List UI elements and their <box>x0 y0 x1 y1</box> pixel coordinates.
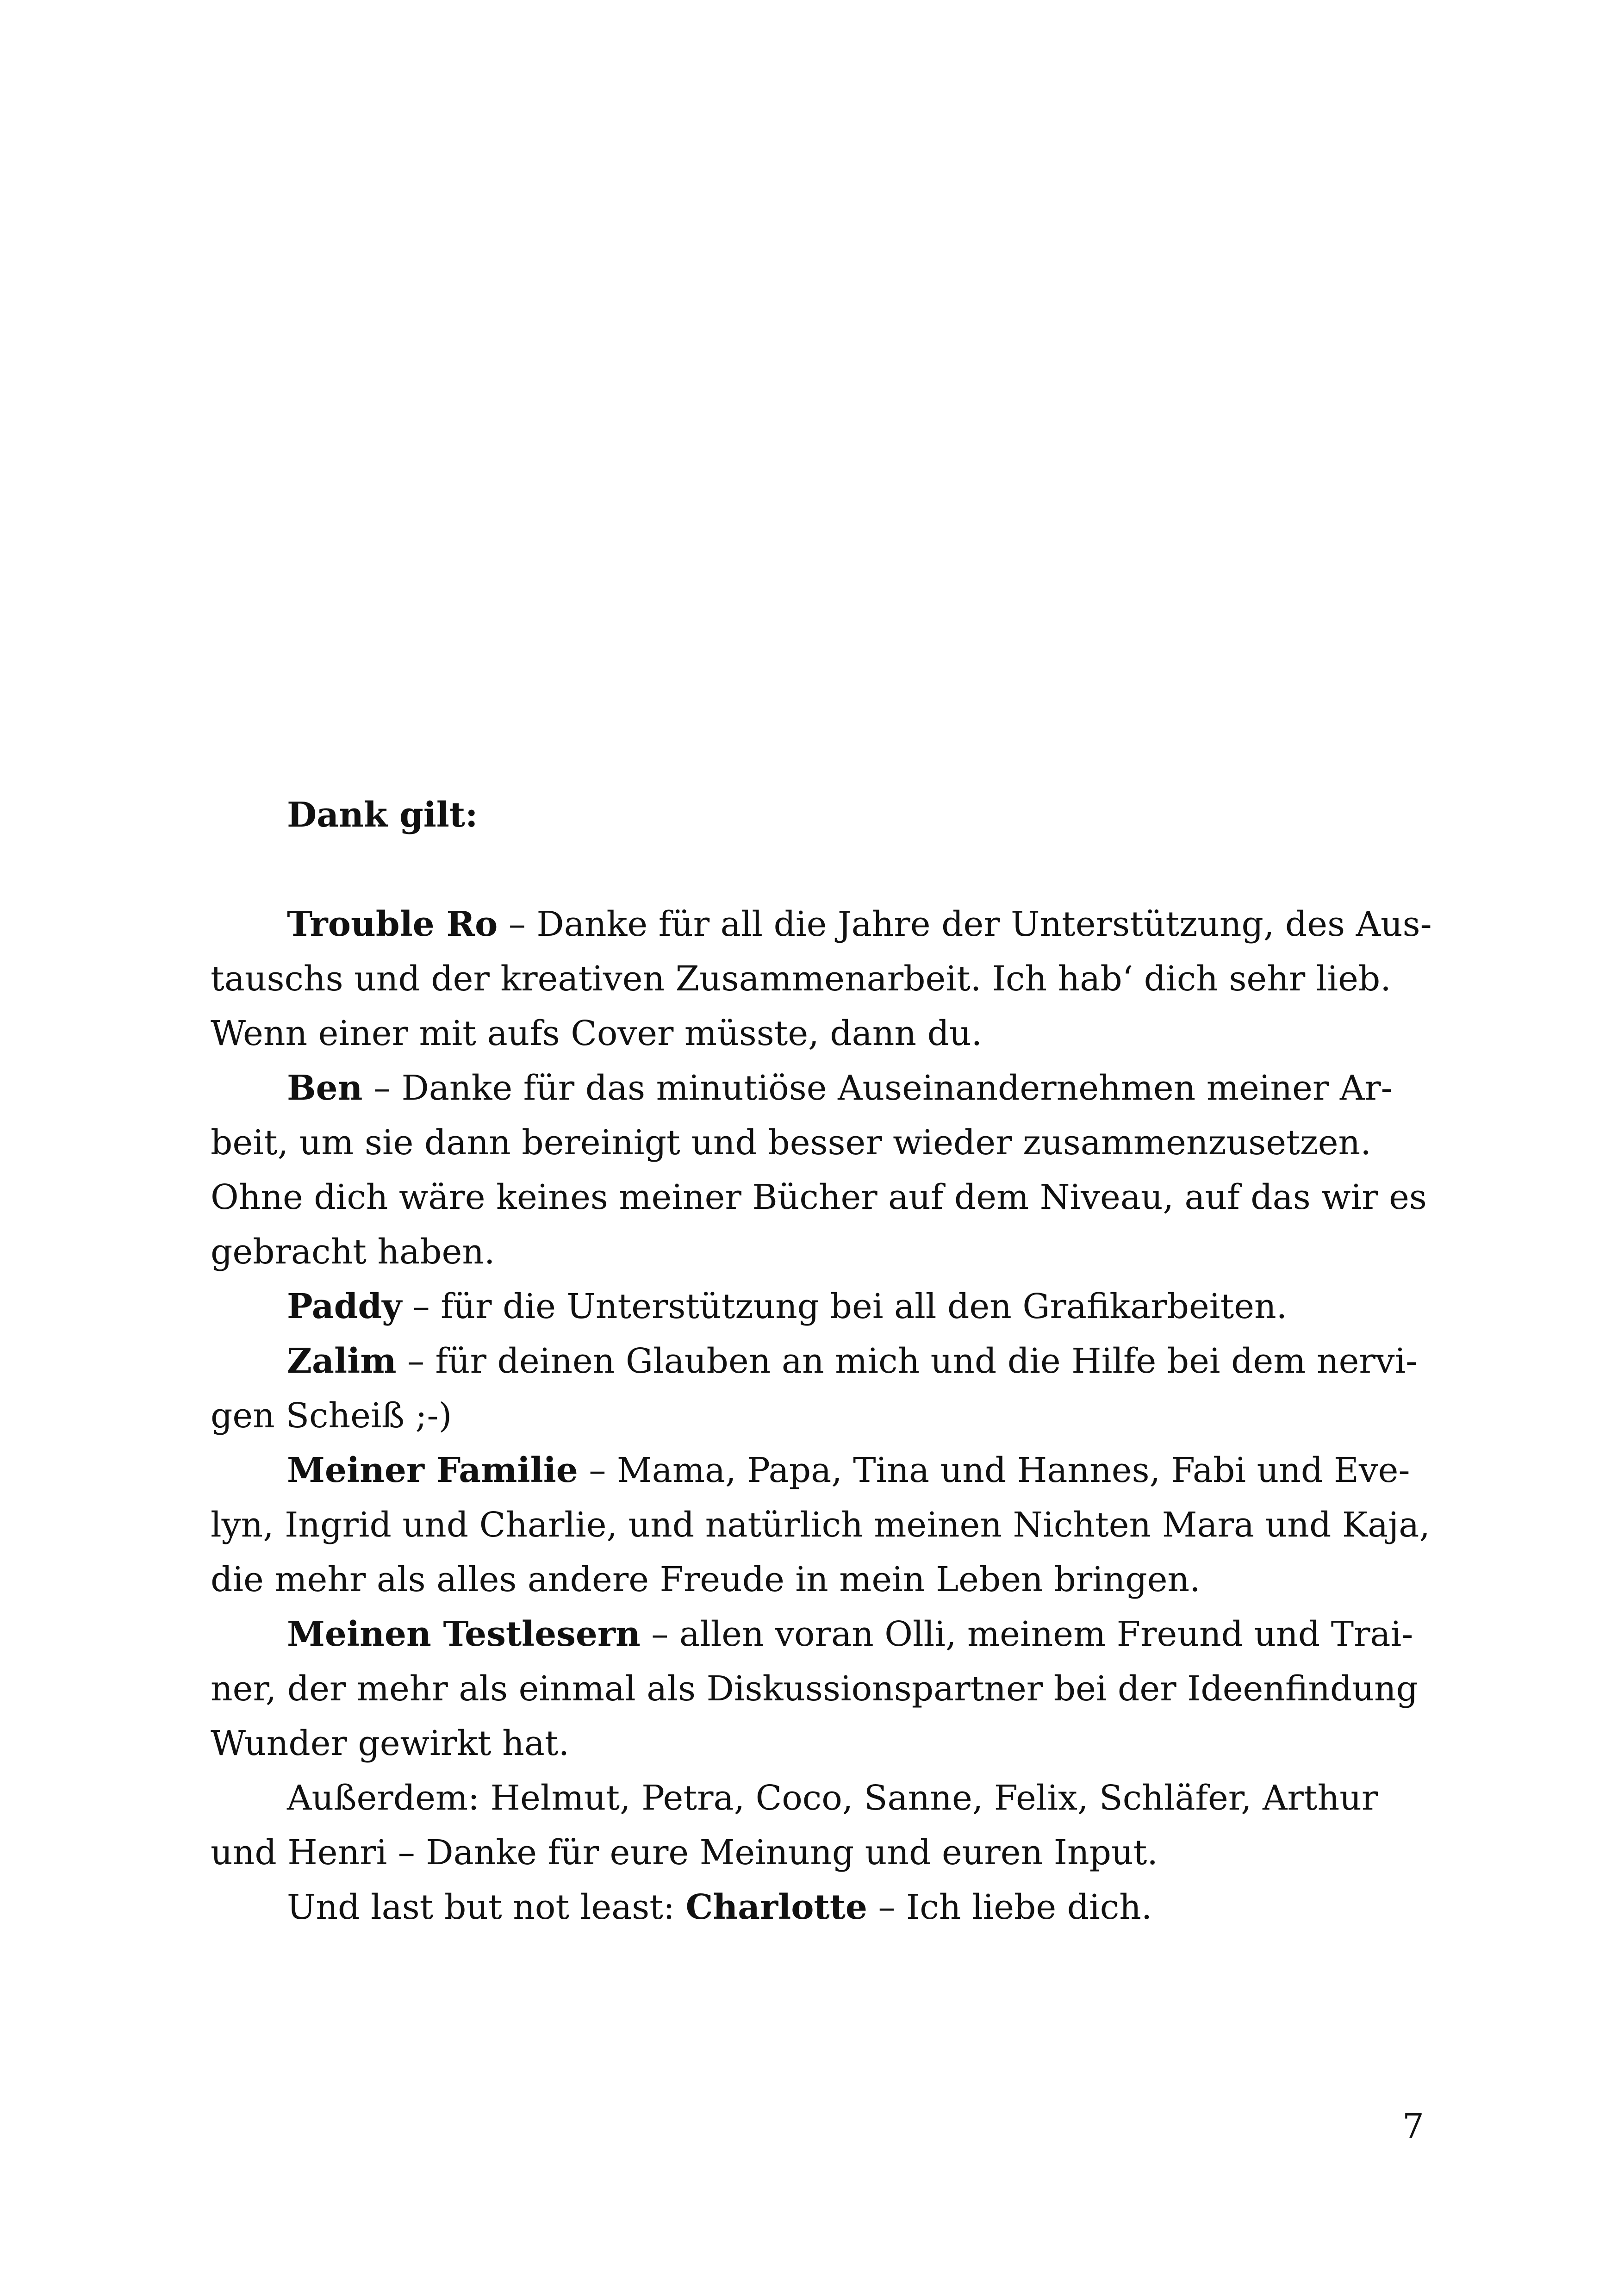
text-line <box>211 1388 1414 1443</box>
text-run: – für deinen Glauben an mich und die Hilfe bei dem nervi- <box>396 1341 1418 1381</box>
text-line <box>287 897 1490 952</box>
text-run: – Danke für das minutiöse Auseinandernehmen meiner Ar- <box>362 1068 1393 1108</box>
text-run: Außerdem: Helmut, Petra, Coco, Sanne, Felix, Schläfer, Arthur <box>287 1778 1378 1818</box>
text-run: beit, um sie dann bereinigt und besser wieder zusammenzusetzen. <box>211 1123 1371 1163</box>
page-heading: Dank gilt: <box>287 795 478 835</box>
name-highlight: Meiner Familie <box>287 1450 578 1490</box>
text-run: – allen voran Olli, meinem Freund und Trai- <box>640 1614 1413 1654</box>
text-run: ner, der mehr als einmal als Diskussionspartner bei der Ideenfindung <box>211 1669 1419 1709</box>
text-line <box>211 1006 1414 1061</box>
text-run: – für die Unterstützung bei all den Grafikarbeiten. <box>402 1287 1288 1326</box>
text-line <box>211 1552 1414 1607</box>
text-line <box>287 1334 1490 1388</box>
text-run: Und last but not least: <box>287 1887 686 1927</box>
text-line <box>211 1825 1414 1880</box>
text-line <box>211 1170 1427 1225</box>
text-run: tauschs und der kreativen Zusammenarbeit. Ich hab‘ dich sehr lieb. <box>211 959 1391 999</box>
text-run: Wunder gewirkt hat. <box>211 1724 570 1763</box>
text-run: – Ich liebe dich. <box>867 1887 1152 1927</box>
name-highlight: Trouble Ro <box>287 904 498 944</box>
name-highlight: Zalim <box>287 1341 397 1381</box>
name-highlight: Meinen Testlesern <box>287 1614 641 1654</box>
text-run: Ohne dich wäre keines meiner Bücher auf dem Niveau, auf das wir es <box>211 1177 1427 1217</box>
text-run: und Henri – Danke für eure Meinung und euren Input. <box>211 1833 1158 1873</box>
text-line <box>287 1061 1490 1115</box>
name-highlight: Paddy <box>287 1287 402 1326</box>
text-line <box>287 1880 1490 1935</box>
text-line <box>287 1279 1490 1334</box>
text-run: – Mama, Papa, Tina und Hannes, Fabi und Eve- <box>578 1450 1410 1490</box>
text-line <box>287 1607 1490 1661</box>
text-run: lyn, Ingrid und Charlie, und natürlich meinen Nichten Mara und Kaja, <box>211 1505 1430 1545</box>
text-run: gen Scheiß ;-) <box>211 1396 452 1436</box>
text-run: die mehr als alles andere Freude in mein Leben bringen. <box>211 1560 1201 1599</box>
text-line <box>287 1443 1490 1498</box>
name-highlight: Charlotte <box>685 1887 867 1927</box>
text-line <box>211 1498 1430 1552</box>
text-line <box>211 1225 1414 1279</box>
page-number: 7 <box>1402 2106 1425 2146</box>
text-line <box>287 1771 1490 1825</box>
text-run: – Danke für all die Jahre der Unterstützung, des Aus- <box>498 904 1432 944</box>
text-run: Wenn einer mit aufs Cover müsste, dann du. <box>211 1014 983 1053</box>
text-run: gebracht haben. <box>211 1232 495 1272</box>
name-highlight: Ben <box>287 1068 363 1108</box>
text-line <box>211 1661 1419 1716</box>
text-line <box>211 1716 1414 1771</box>
text-line <box>211 952 1414 1006</box>
text-line <box>211 1115 1414 1170</box>
